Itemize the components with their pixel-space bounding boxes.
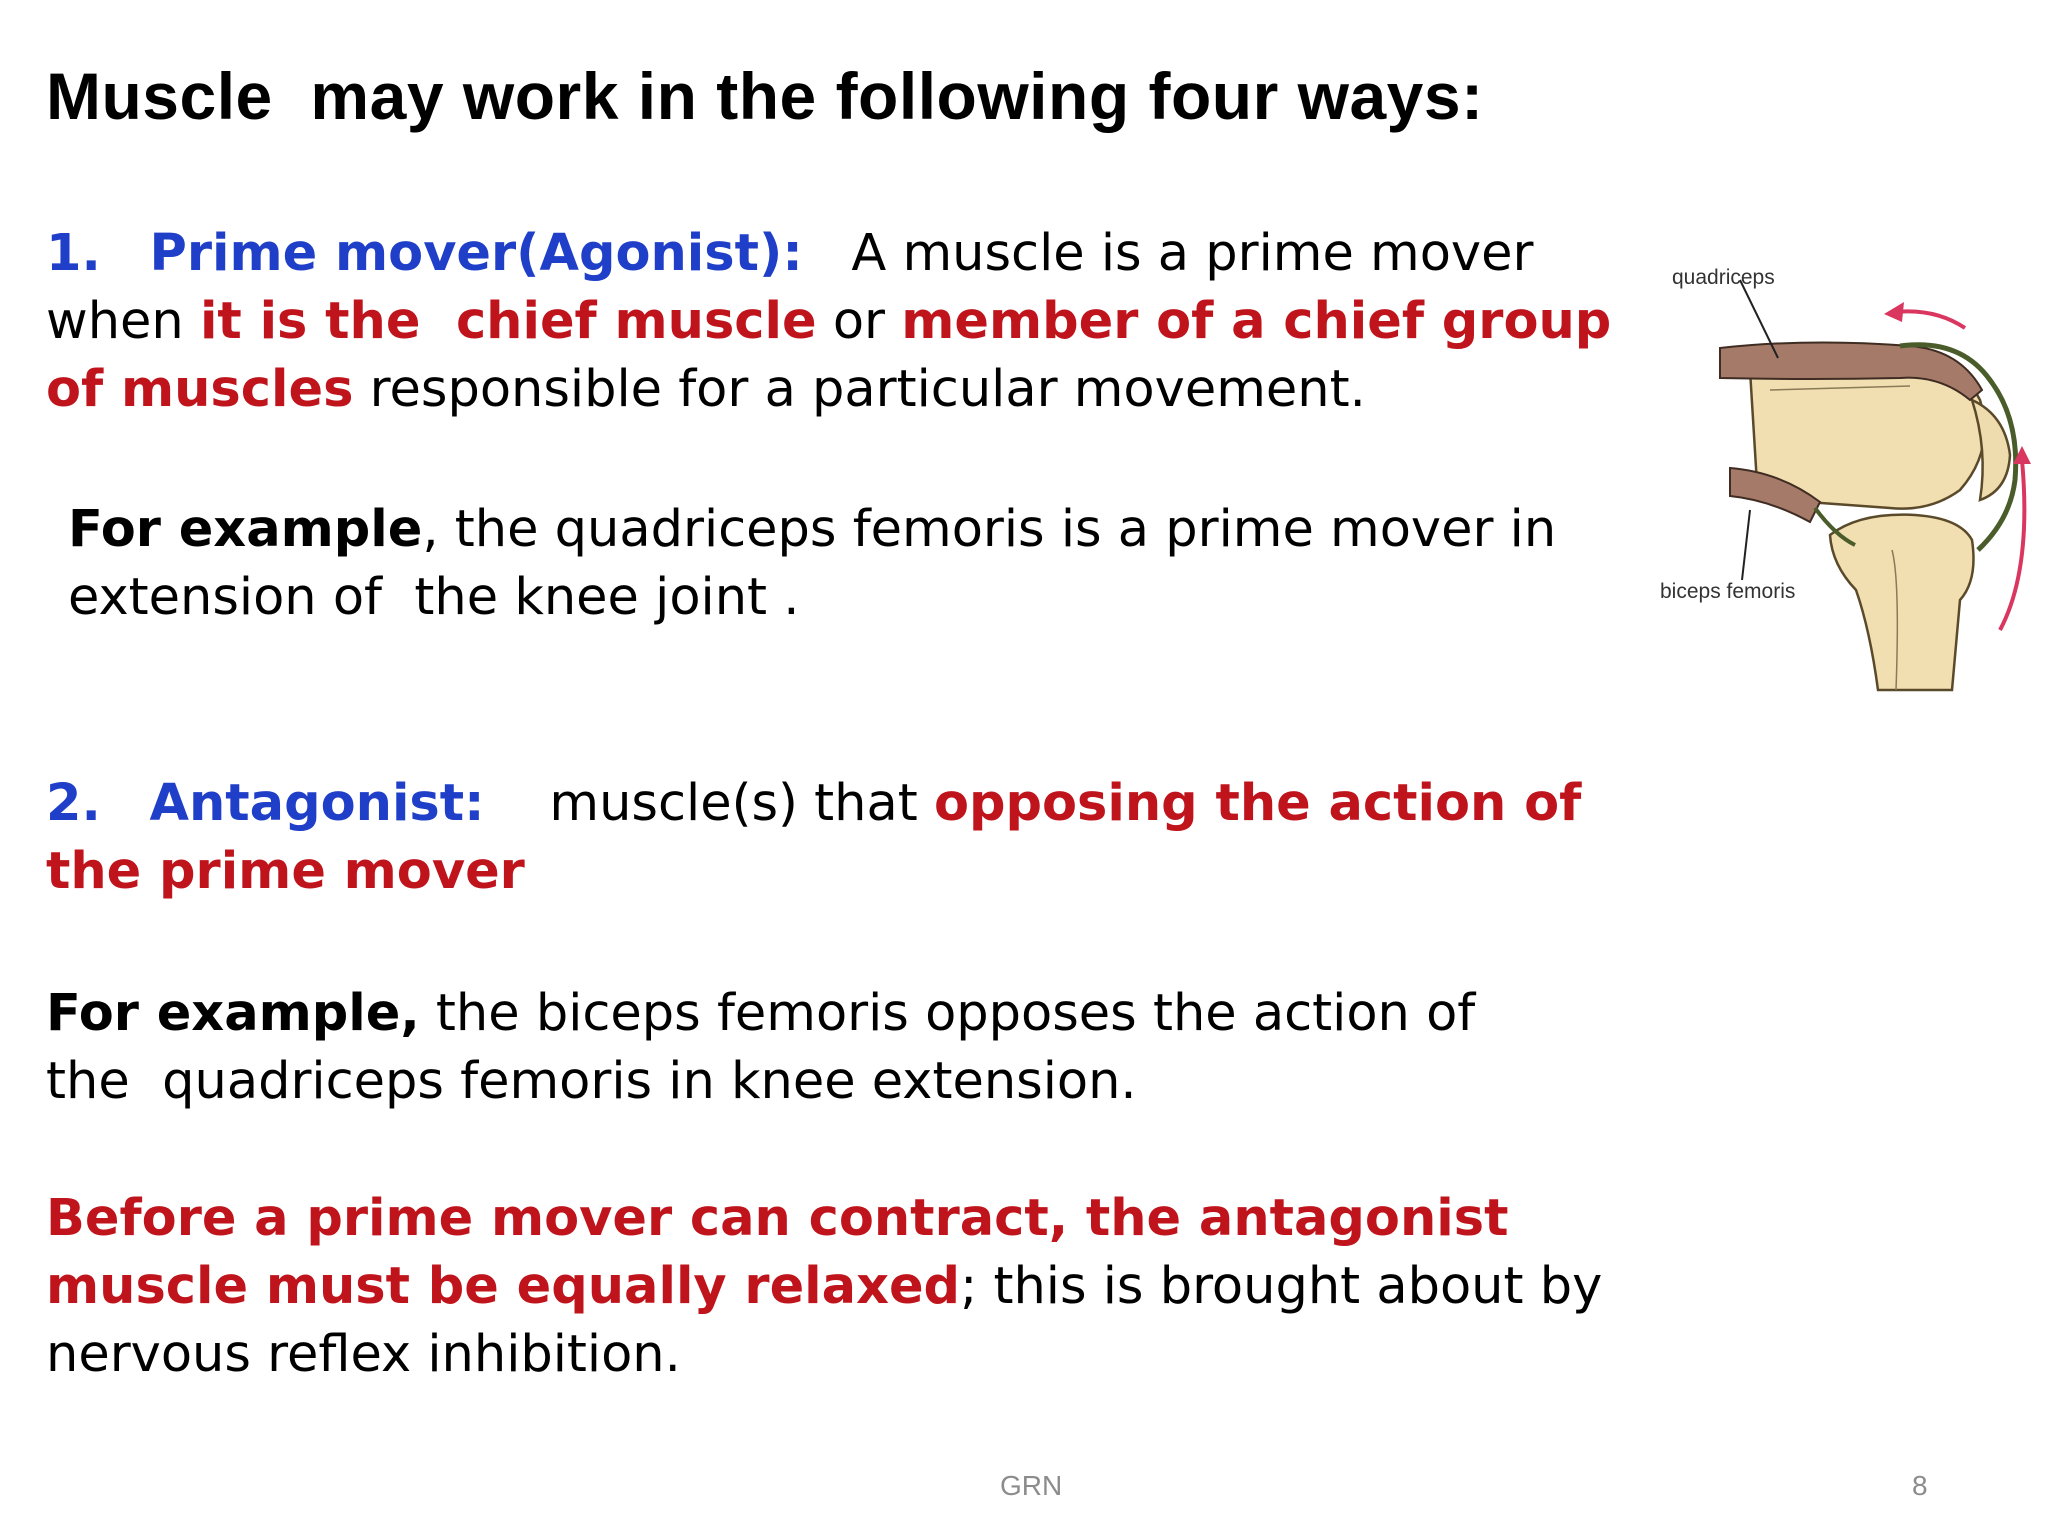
footer-author: GRN — [1000, 1470, 1063, 1501]
biceps-femoris-label: biceps femoris — [1660, 580, 1796, 603]
antagonist-heading: Antagonist: — [149, 774, 485, 833]
antagonist-definition: muscle(s) that — [549, 774, 934, 833]
biceps-pointer — [1742, 510, 1750, 580]
note-red-line-1: Before a prime mover can contract, the antagonist — [46, 1189, 1509, 1248]
example-1-paragraph — [68, 496, 1556, 632]
pull-arrow-top — [1895, 311, 1965, 328]
antagonist-opposing-action: opposing the action of — [933, 774, 1582, 833]
example-2-line-1: the biceps femoris opposes the action of — [419, 984, 1476, 1043]
prime-mover-heading: Prime mover(Agonist): — [149, 224, 803, 283]
slide-title: Muscle may work in the following four ways: — [46, 59, 1484, 133]
prime-mover-paragraph — [46, 220, 1611, 424]
prime-mover-definition-end: responsible for a particular movement. — [353, 360, 1366, 419]
note-rest: ; this is brought about by — [960, 1257, 1603, 1316]
antagonist-number: 2. — [46, 774, 101, 833]
note-paragraph — [46, 1185, 1602, 1389]
slide-number: 8 — [1912, 1470, 1928, 1501]
prime-mover-chief-group: member of a chief group — [901, 292, 1612, 351]
quadriceps-label: quadriceps — [1672, 266, 1775, 289]
example-2-label: For example, — [46, 984, 420, 1043]
example-1-line-2: extension of the knee joint . — [68, 568, 800, 627]
prime-mover-when: when — [46, 292, 200, 351]
prime-mover-of-muscles: of muscles — [46, 360, 354, 419]
prime-mover-or: or — [816, 292, 902, 351]
knee-joint-figure — [1660, 250, 2040, 710]
note-line-3: nervous reflex inhibition. — [46, 1325, 681, 1384]
antagonist-prime-mover: the prime mover — [46, 842, 525, 901]
example-1-label: For example — [68, 500, 423, 559]
prime-mover-number: 1. — [46, 224, 101, 283]
prime-mover-definition-start: A muscle is a prime mover — [851, 224, 1534, 283]
example-2-paragraph — [46, 980, 1475, 1116]
prime-mover-chief-muscle: it is the chief muscle — [199, 292, 817, 351]
example-2-line-2: the quadriceps femoris in knee extension. — [46, 1052, 1137, 1111]
pull-arrowhead-top — [1884, 302, 1904, 322]
note-red-line-2: muscle must be equally relaxed — [46, 1257, 961, 1316]
example-1-line-1: , the quadriceps femoris is a prime mover in — [422, 500, 1557, 559]
antagonist-paragraph — [46, 770, 1581, 906]
